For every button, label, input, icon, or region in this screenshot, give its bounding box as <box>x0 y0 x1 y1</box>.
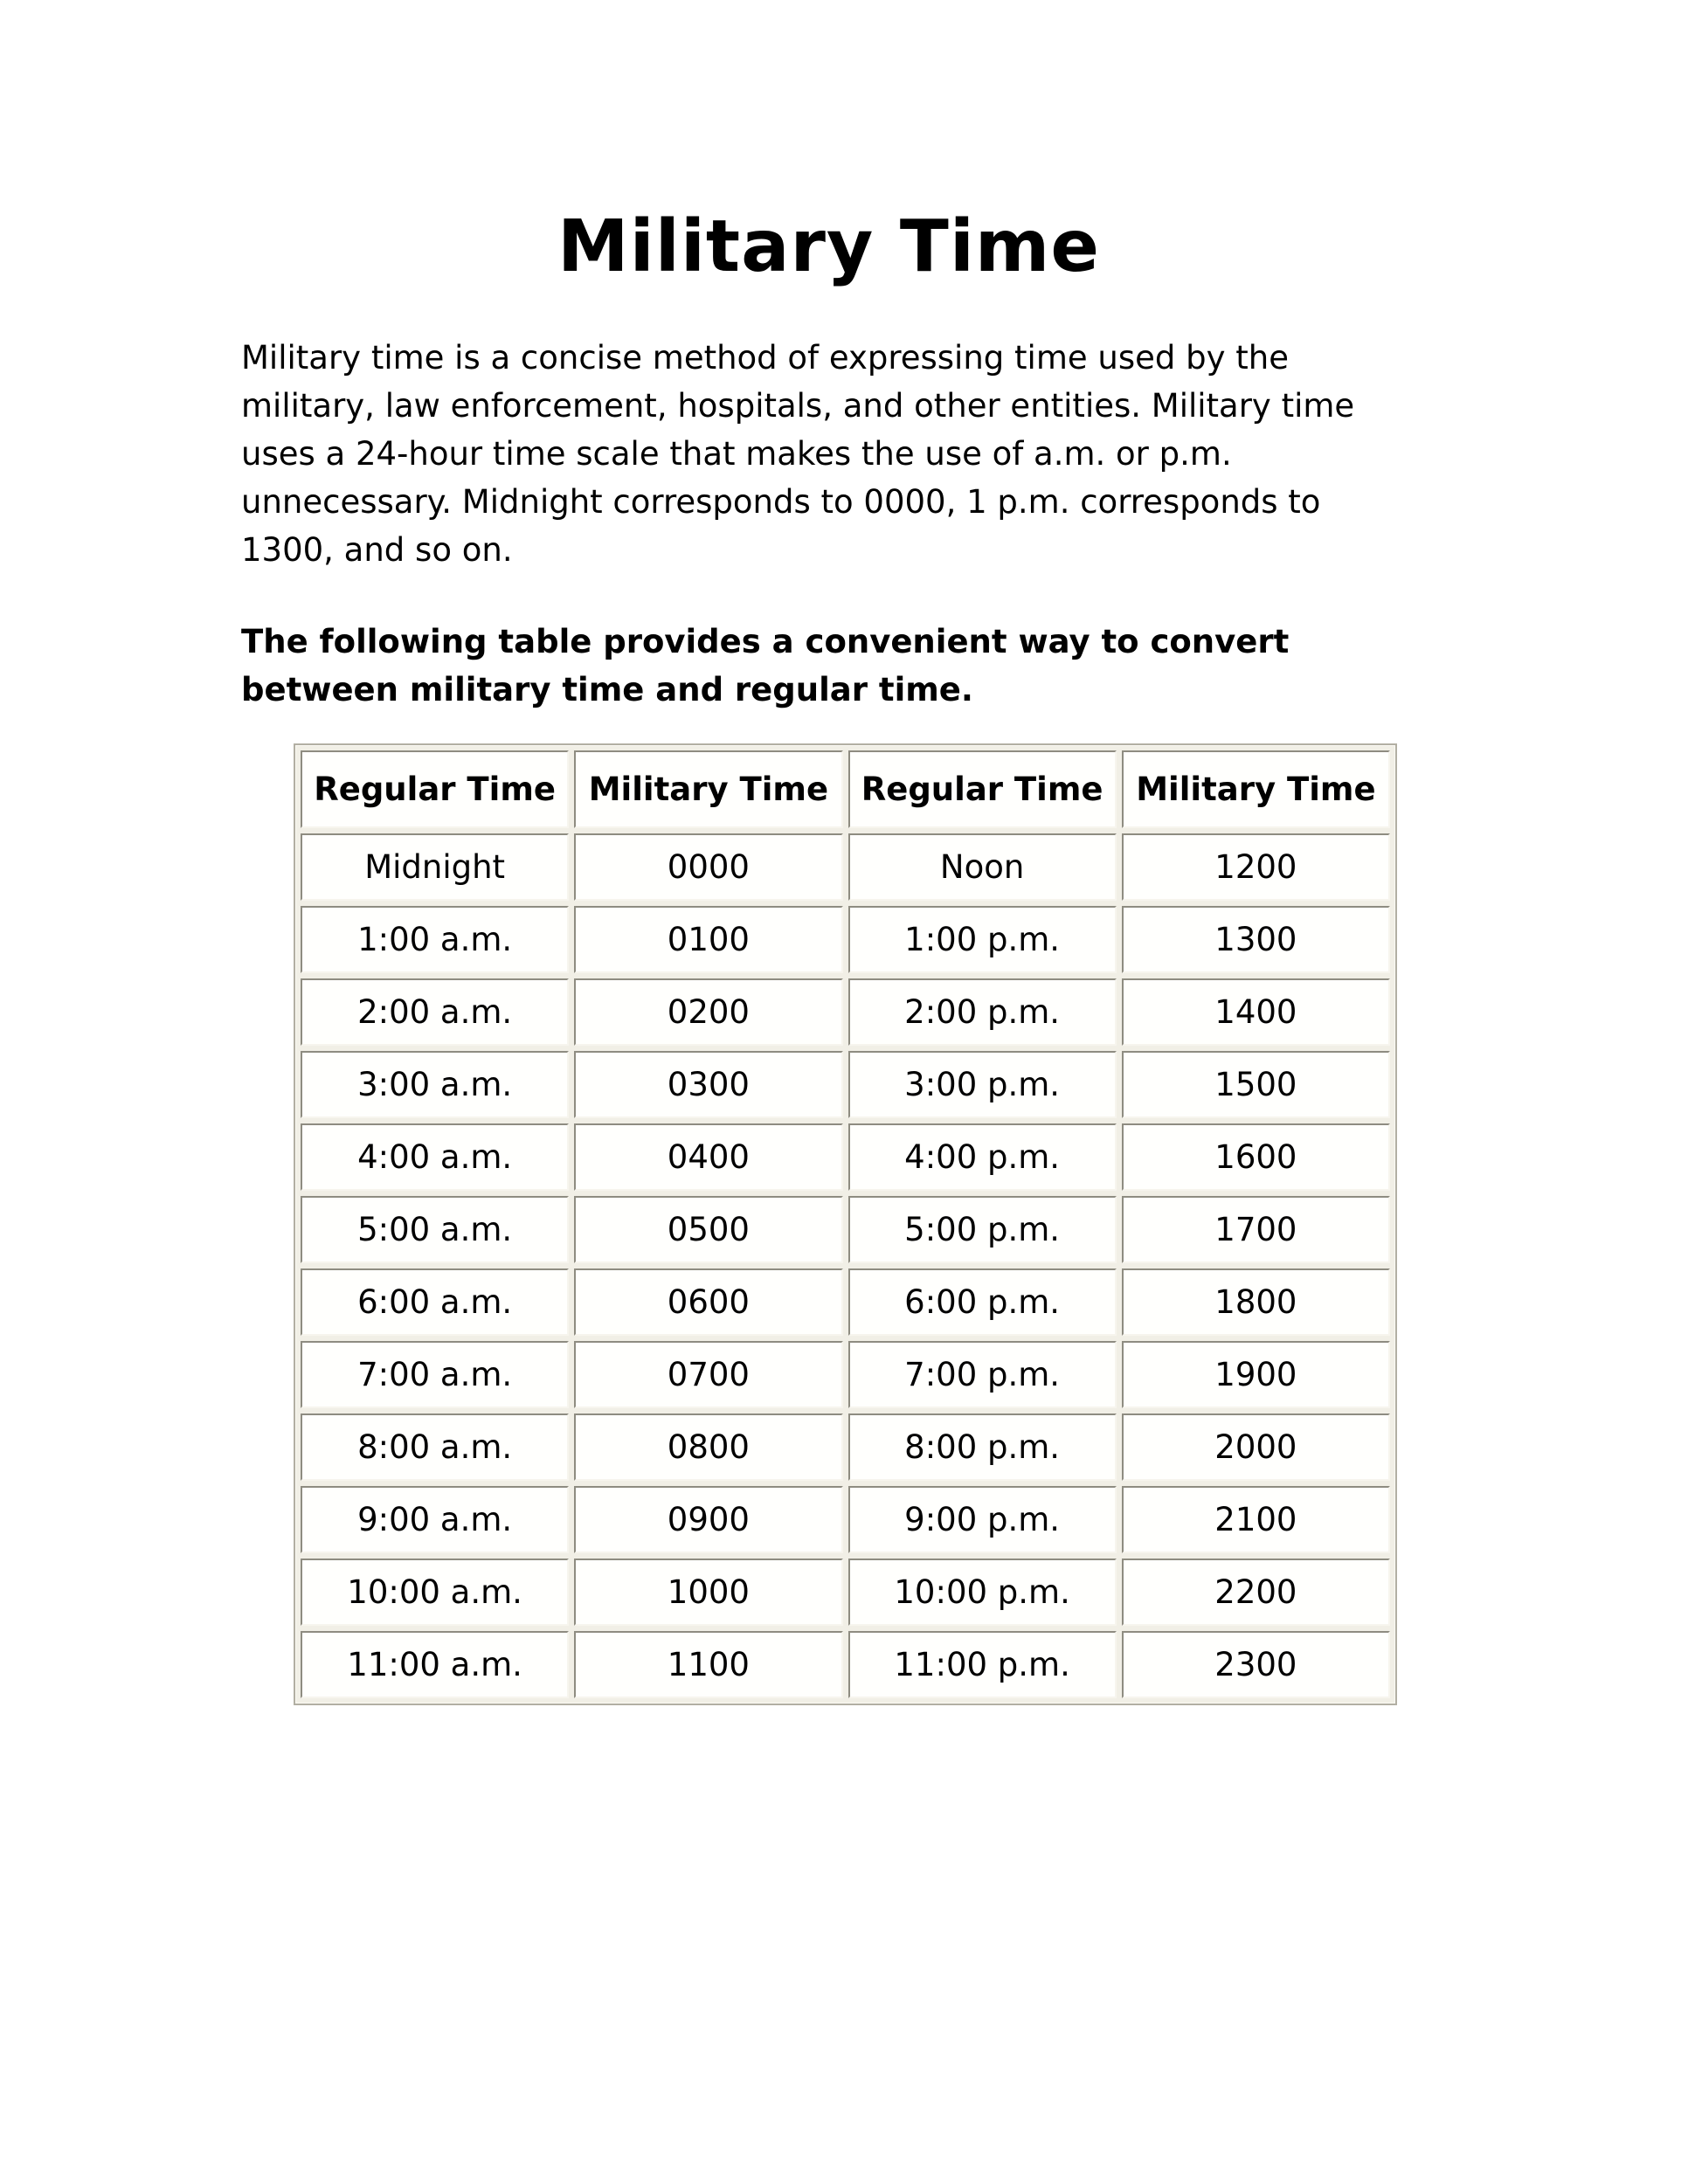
table-cell: 4:00 p.m. <box>848 1123 1117 1191</box>
table-cell: 9:00 p.m. <box>848 1486 1117 1553</box>
table-cell: 1600 <box>1122 1123 1390 1191</box>
table-cell: 0300 <box>574 1051 842 1118</box>
table-row <box>301 833 1390 901</box>
table-row <box>301 1486 1390 1553</box>
table-cell: 4:00 a.m. <box>301 1123 569 1191</box>
table-cell: 2:00 p.m. <box>848 978 1117 1046</box>
table-header-cell: Military Time <box>574 750 842 828</box>
table-cell: 1:00 a.m. <box>301 906 569 973</box>
table-cell: 0200 <box>574 978 842 1046</box>
table-cell: 0500 <box>574 1196 842 1263</box>
table-header-cell: Regular Time <box>301 750 569 828</box>
table-row <box>301 1413 1390 1481</box>
table-cell: 6:00 a.m. <box>301 1268 569 1336</box>
table-cell: 5:00 p.m. <box>848 1196 1117 1263</box>
time-conversion-table <box>294 743 1397 1705</box>
table-header-cell: Military Time <box>1122 750 1390 828</box>
table-row <box>301 1196 1390 1263</box>
table-row <box>301 906 1390 973</box>
table-row <box>301 1341 1390 1408</box>
table-cell: 5:00 a.m. <box>301 1196 569 1263</box>
table-row <box>301 978 1390 1046</box>
table-cell: 9:00 a.m. <box>301 1486 569 1553</box>
table-cell: 1000 <box>574 1559 842 1626</box>
table-cell: 10:00 a.m. <box>301 1559 569 1626</box>
table-cell: 0100 <box>574 906 842 973</box>
table-cell: Noon <box>848 833 1117 901</box>
table-cell: 1:00 p.m. <box>848 906 1117 973</box>
table-cell: 2100 <box>1122 1486 1390 1553</box>
table-cell: 1300 <box>1122 906 1390 973</box>
table-cell: 0000 <box>574 833 842 901</box>
table-cell: 0600 <box>574 1268 842 1336</box>
table-cell: 1400 <box>1122 978 1390 1046</box>
table-cell: 2:00 a.m. <box>301 978 569 1046</box>
table-cell: 11:00 a.m. <box>301 1631 569 1698</box>
table-cell: 1800 <box>1122 1268 1390 1336</box>
table-cell: 1900 <box>1122 1341 1390 1408</box>
table-cell: Midnight <box>301 833 569 901</box>
table-cell: 0700 <box>574 1341 842 1408</box>
table-cell: 7:00 p.m. <box>848 1341 1117 1408</box>
table-cell: 2300 <box>1122 1631 1390 1698</box>
table-cell: 6:00 p.m. <box>848 1268 1117 1336</box>
table-row <box>301 1123 1390 1191</box>
table-cell: 1200 <box>1122 833 1390 901</box>
table-cell: 7:00 a.m. <box>301 1341 569 1408</box>
table-cell: 1700 <box>1122 1196 1390 1263</box>
table-header-cell: Regular Time <box>848 750 1117 828</box>
table-intro-paragraph: The following table provides a convenient way to convert between military time and regular time. <box>241 623 1290 709</box>
table-cell: 3:00 a.m. <box>301 1051 569 1118</box>
table-cell: 2200 <box>1122 1559 1390 1626</box>
table-cell: 0800 <box>574 1413 842 1481</box>
table-cell: 3:00 p.m. <box>848 1051 1117 1118</box>
table-cell: 1500 <box>1122 1051 1390 1118</box>
table-cell: 0900 <box>574 1486 842 1553</box>
table-row <box>301 1268 1390 1336</box>
table-row <box>301 1559 1390 1626</box>
table-row <box>301 1051 1390 1118</box>
table-cell: 0400 <box>574 1123 842 1191</box>
table-row <box>301 1631 1390 1698</box>
page-title: Military Time <box>557 205 1100 288</box>
table-cell: 8:00 p.m. <box>848 1413 1117 1481</box>
table-body <box>301 833 1390 1698</box>
table-cell: 10:00 p.m. <box>848 1559 1117 1626</box>
table-cell: 2000 <box>1122 1413 1390 1481</box>
table-cell: 11:00 p.m. <box>848 1631 1117 1698</box>
table-cell: 8:00 a.m. <box>301 1413 569 1481</box>
table-header-row <box>301 750 1390 828</box>
table-cell: 1100 <box>574 1631 842 1698</box>
intro-paragraph: Military time is a concise method of expressing time used by the military, law enforcement, hospitals, and other entities. Military time uses a 24-hour time scale that makes the use of a.m. or p.m. unnecessary. Midnight corresponds to 0000, 1 p.m. corresponds to 1300, and so on. <box>241 339 1355 570</box>
